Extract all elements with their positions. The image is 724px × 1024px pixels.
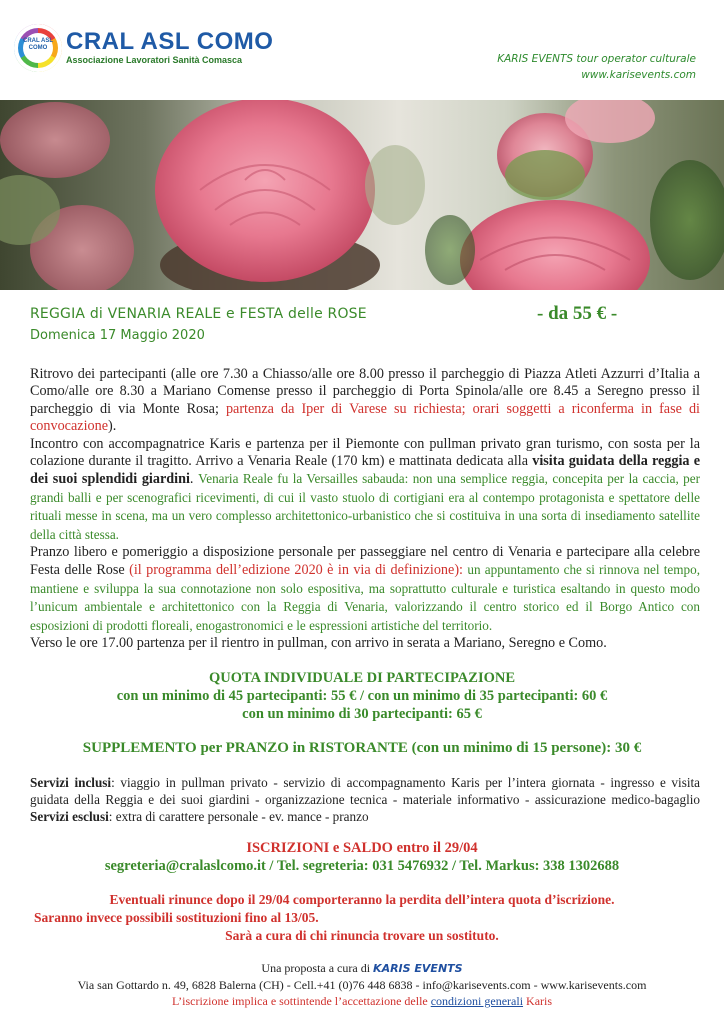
quota-title: QUOTA INDIVIDUALE DI PARTECIPAZIONE — [208, 670, 516, 686]
program-paragraph-1: Ritrovo dei partecipanti (alle ore 7.30 a Chiasso/alle ore 8.00 presso il parcheggio di Piazza Atleti Azzurri d’Italia a Como/alle ore 8.30 a Mariano Comense presso il parcheggio di Porta Spinola/alle ore 8.45 a Seregno presso il parcheggio di via Monte Rosa; partenza da Iper di Varese su richiesta; orari soggetti a riconferma in fase di convocazione). — [30, 366, 700, 435]
footer-terms: L’iscrizione implica e sottintende l’accettazione delle condizioni generali Karis — [171, 994, 553, 1008]
event-date: Domenica 17 Maggio 2020 — [30, 328, 205, 343]
cancellation-line-1: Eventuali rinunce dopo il 29/04 comporteranno la perdita dell’intera quota d’iscrizione. — [109, 892, 615, 907]
logo-subtitle: Associazione Lavoratori Sanità Comasca — [66, 55, 243, 65]
agency-tagline: KARIS EVENTS tour operator culturale — [497, 53, 696, 65]
quota-line-1: con un minimo di 45 partecipanti: 55 € / con un minimo di 35 partecipanti: 60 € — [116, 688, 608, 704]
program-paragraph-4: Verso le ore 17.00 partenza per il rientro in pullman, con arrivo in serata a Mariano, Seregno e Como. — [30, 635, 607, 652]
logo-badge-text: CRAL ASL COMO — [23, 33, 53, 63]
program-description — [30, 366, 700, 653]
roses-photo — [0, 100, 724, 290]
footer-proposal: Una proposta a cura di KARIS EVENTS — [261, 961, 463, 975]
header — [0, 0, 724, 100]
services-block: Servizi inclusi: viaggio in pullman privato - servizio di accompagnamento Karis per l’intera giornata - ingresso e visita guidata della Reggia e dei suoi giardini - organizzazione tecnica - materiale informativo - assicurazione medico-bagaglio Servizi esclusi: extra di carattere personale - ev. mance - pranzo — [30, 775, 701, 824]
cancellation-line-2: Saranno invece possibili sostituzioni fino al 13/05. — [34, 910, 319, 925]
program-paragraph-3: Pranzo libero e pomeriggio a disposizione personale per passeggiare nel centro di Venaria e partecipare alla celebre Festa delle Rose (il programma dell’edizione 2020 è in via di definizione): un appuntamento che si rinnova nel tempo, mantiene e sviluppa la sua connotazione non solo espositiva, ma soprattutto culturale e turistica esaltando in questo modo l’unicum ambientale e architettonico con la Reggia di Venaria, valorizzando il centro storico ed il Borgo Antico con esposizioni di prodotti floreali, enogastronomici e le espressioni artistiche del territorio. — [30, 544, 700, 633]
logo-title: CRAL ASL COMO — [66, 28, 274, 55]
registration-deadline: ISCRIZIONI e SALDO entro il 29/04 — [246, 840, 478, 856]
event-title: REGGIA di VENARIA REALE e FESTA delle ROSE — [30, 306, 367, 322]
event-price: - da 55 € - — [537, 303, 618, 324]
footer-address: Via san Gottardo n. 49, 6828 Balerna (CH) - Cell.+41 (0)76 448 6838 - info@karisevents.com - www.karisevents.com — [77, 978, 647, 992]
program-paragraph-2: Incontro con accompagnatrice Karis e partenza per il Piemonte con pullman privato gran turismo, con sosta per la colazione durante il tragitto. Arrivo a Venaria Reale (170 km) e mattinata dedicata alla visita guidata della reggia e dei suoi splendidi giardini. Venaria Reale fu la Versailles sabauda: non una semplice reggia, concepita per la caccia, per grandi balli e per scenografici ricevimenti, di cui il vasto stuolo di cortigiani era al contempo protagonista e spettatore delle rituali messe in scena, ma un vero complesso architettonico-urbanistico che si costituiva in una sorta di insediamento satellite della città stessa. — [30, 435, 701, 542]
cral-logo-icon — [14, 24, 62, 72]
quota-line-2: con un minimo di 30 partecipanti: 65 € — [242, 706, 482, 722]
agency-website[interactable]: www.karisevents.com — [581, 69, 696, 81]
cancellation-line-3: Sarà a cura di chi rinuncia trovare un sostituto. — [225, 928, 499, 943]
karis-brand: KARIS EVENTS — [373, 962, 463, 975]
general-conditions-link[interactable]: condizioni generali — [430, 994, 524, 1008]
lunch-supplement: SUPPLEMENTO per PRANZO in RISTORANTE (con un minimo di 15 persone): 30 € — [82, 740, 642, 756]
registration-contacts[interactable]: segreteria@cralaslcomo.it / Tel. segreteria: 031 5476932 / Tel. Markus: 338 1302688 — [104, 858, 620, 874]
